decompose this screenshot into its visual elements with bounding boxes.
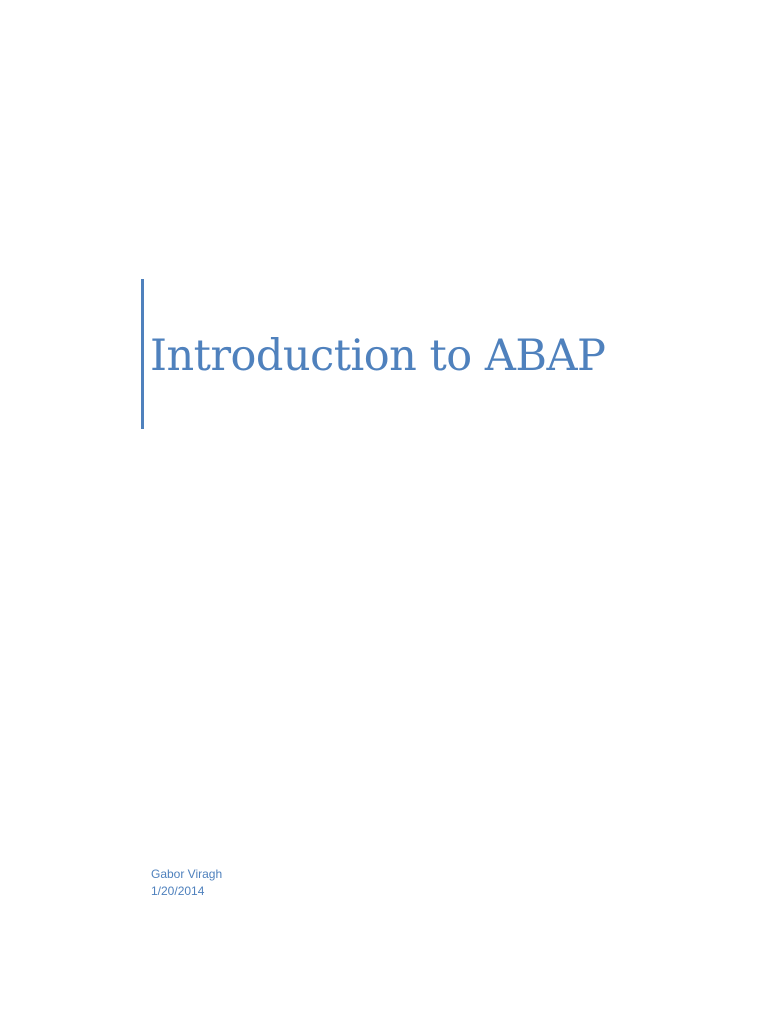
document-title: Introduction to ABAP — [150, 331, 606, 381]
document-date: 1/20/2014 — [151, 884, 205, 898]
author-name: Gabor Viragh — [151, 867, 223, 881]
document-meta — [151, 866, 222, 900]
title-accent-bar — [141, 279, 144, 429]
